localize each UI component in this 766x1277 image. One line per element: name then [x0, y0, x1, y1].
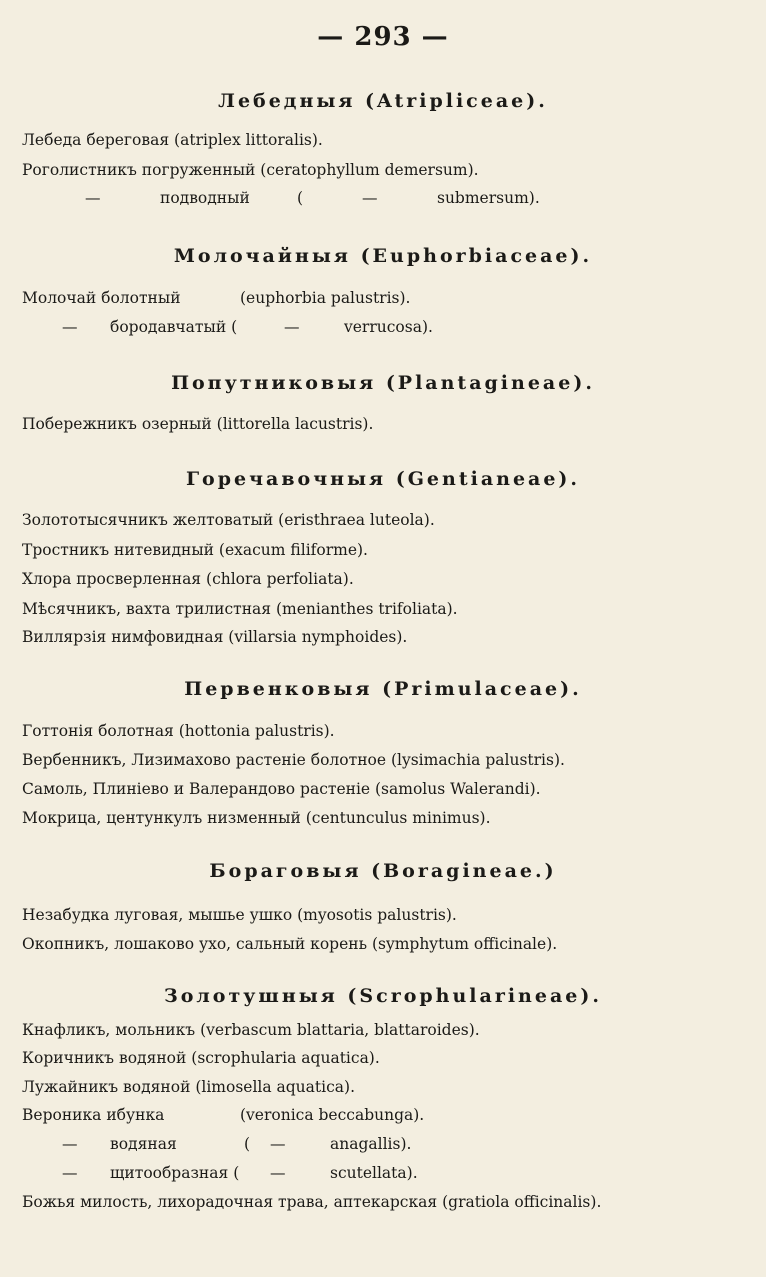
text-cell: verrucosa). — [344, 318, 433, 336]
text-cell: anagallis). — [330, 1135, 412, 1153]
text-cell: щитообразная ( — [110, 1164, 240, 1182]
ditto-mark: — — [270, 1164, 286, 1182]
ditto-mark: — — [362, 189, 378, 207]
section-heading: Молочайныя (Euphorbiaceae). — [173, 245, 593, 267]
ditto-mark: — — [85, 189, 101, 207]
text-line: Кнафликъ, мольникъ (verbascum blattaria, blattaroides). — [22, 1021, 480, 1039]
section-heading: Горечавочныя (Gentianeae). — [185, 468, 581, 490]
text-cell: водяная — [110, 1135, 177, 1153]
text-line: Тростникъ нитевидный (exacum filiforme). — [22, 541, 368, 559]
text-line: Лужайникъ водяной (limosella aquatica). — [22, 1078, 355, 1096]
text-line: Побережникъ озерный (littorella lacustris). — [22, 415, 374, 433]
text-line: Мокрица, центункулъ низменный (centunculus minimus). — [22, 809, 491, 827]
ditto-mark: — — [270, 1135, 286, 1153]
ditto-mark: — — [62, 318, 78, 336]
text-cell: Вероника ибунка — [22, 1106, 165, 1124]
ditto-mark: — — [62, 1164, 78, 1182]
text-line: Золототысячникъ желтоватый (eristhraea luteola). — [22, 511, 435, 529]
text-line: Самоль, Плиніево и Валерандово растеніе (samolus Walerandi). — [22, 780, 541, 798]
text-line: Роголистникъ погруженный (ceratophyllum demersum). — [22, 161, 479, 179]
text-line: Готтонія болотная (hottonia palustris). — [22, 722, 335, 740]
ditto-mark: — — [284, 318, 300, 336]
text-cell: ( — [244, 1135, 251, 1153]
section-heading: Золотушныя (Scrophularineae). — [164, 985, 602, 1007]
text-cell: (veronica beccabunga). — [240, 1106, 425, 1124]
text-line: Божья милость, лихорадочная трава, аптекарская (gratiola officinalis). — [22, 1193, 602, 1211]
text-cell: submersum). — [437, 189, 540, 207]
text-cell: Молочай болотный — [22, 289, 181, 307]
section-heading: Лебедныя (Atriplіceae). — [218, 90, 548, 112]
text-cell: бородавчатый ( — [110, 318, 238, 336]
text-line: Вербенникъ, Лизимахово растеніе болотное (lysimachia palustris). — [22, 751, 565, 769]
text-line: Мѣсячникъ, вахта трилистная (menianthes trifoliata). — [22, 600, 458, 618]
section-heading: Бораговыя (Boragineae.) — [209, 860, 557, 882]
text-cell: ( — [297, 189, 304, 207]
text-line: Окопникъ, лошаково ухо, сальный корень (symphytum officinale). — [22, 935, 558, 953]
page-number: — 293 — — [317, 22, 449, 52]
text-line: Хлора просверленная (chlora perfoliata). — [22, 570, 354, 588]
text-line: Незабудка луговая, мышье ушко (myosotis palustris). — [22, 906, 457, 924]
text-cell: подводный — [160, 189, 250, 207]
text-line: Коричникъ водяной (scrophularia aquatica). — [22, 1049, 380, 1067]
ditto-mark: — — [62, 1135, 78, 1153]
text-cell: scutellata). — [330, 1164, 418, 1182]
section-heading: Попутниковыя (Plantagineae). — [171, 372, 595, 394]
text-cell: (euphorbia palustris). — [240, 289, 411, 307]
text-line: Виллярзія нимфовидная (villarsia nymphoides). — [22, 628, 408, 646]
section-heading: Первенковыя (Primulaceae). — [184, 678, 582, 700]
text-line: Лебеда береговая (atriplex littoralis). — [22, 131, 323, 149]
